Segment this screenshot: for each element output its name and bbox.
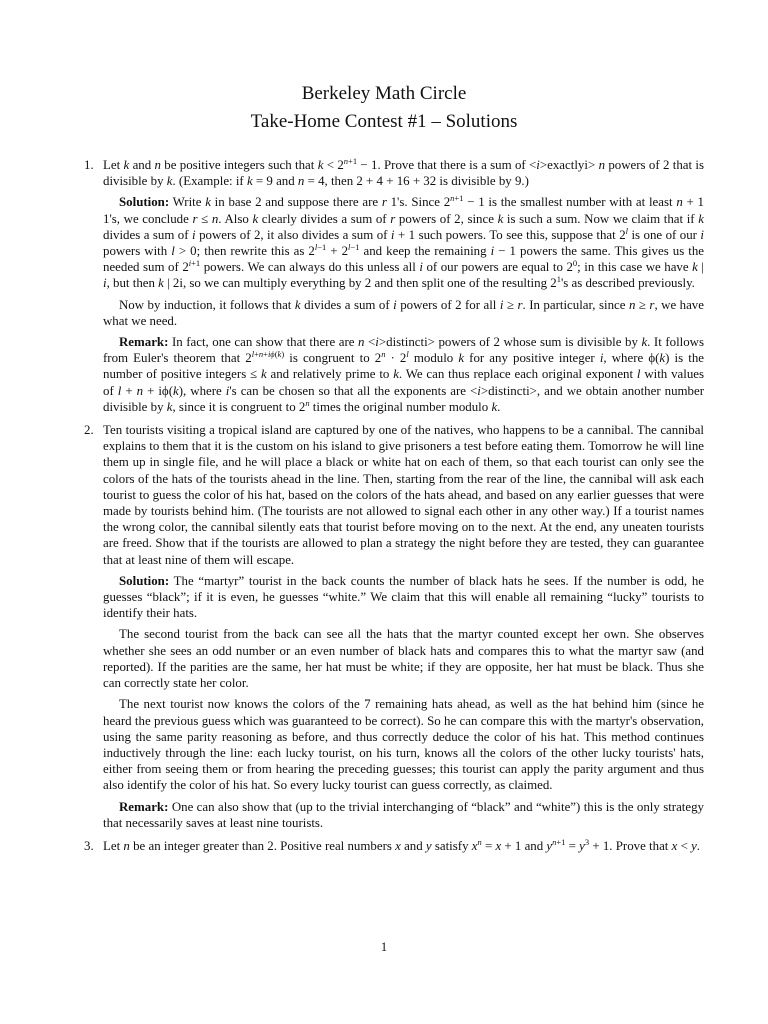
solution-paragraph: Now by induction, it follows that k divides a sum of i powers of 2 for all i ≥ r. In particular, since n ≥ r, we have what we need. [103,297,704,328]
problem-2 [84,422,704,831]
remark-label: Remark: [119,799,169,814]
problem-1 [84,157,704,415]
problem-3 [84,838,704,854]
problem-statement: Let k and n be positive integers such that $k < 2^{n+1} - 1$. Prove that there is a sum of <i>exactlyi> n powers of 2 that is divisible by k. (Example: if k = 9 and n = 4, then 2 + 4 + 16 + 32 is divisible by 9.) [103,156,704,189]
page-number: 1 [380,940,388,954]
document-subtitle: Take-Home Contest #1 – Solutions [250,111,518,132]
solution-paragraph: The next tourist now knows the colors of the 7 remaining hats ahead, as well as the hat behind him (since he heard the previous guess which was guaranteed to be correct). So he can compare this with the martyr's observation, using the same parity reasoning as before, and thus correctly deduce the color of his hat. This method continues inductively through the line: each lucky tourist, on his turn, knows all the colors of the other lucky tourists' hats, either from seeing them or from hearing the preceding guesses; this tourist can apply the parity argument and thus also identify the color of his hat. So every lucky tourist can guess correctly, as claimed. [103,697,704,793]
solution-label: Solution: [119,195,170,210]
document-body [84,157,704,861]
solution-label: Solution: [119,573,170,588]
remark-label: Remark: [119,335,169,350]
document-title: Berkeley Math Circle [301,83,467,104]
problem-number: 1. [84,158,94,172]
solution-paragraph: Solution: Write k in base 2 and suppose there are r 1's. Since $2^{n+1} - 1$ is the smallest number with at least n + 1 1's, we conclude r ≤ n. Also k clearly divides a sum of r powers of 2, since k is such a sum. Now we claim that if k divides a sum of i powers of 2, it also divides a sum of i + 1 such powers. To see this, suppose that 2$^l$ is one of our i powers with l > 0; then rewrite this as $2^{l-1} + 2^{l-1}$ and keep the remaining i − 1 powers the same. This gives us the needed sum of $2^{i+1}$ powers. We can always do this unless all i of our powers are equal to $2^0$; in this case we have k | i, but then k | 2i, so we can multiply everything by 2 and then split one of the resulting $2^1's$ as described previously. [103,193,705,291]
document-header [0,80,768,136]
problem-number: 3. [84,838,94,853]
solution-paragraph: The second tourist from the back can see all the hats that the martyr counted except her own. She observes whether she sees an odd number or an even number of black hats and compares this to what the martyr saw (and reported). If the parities are the same, her hat must be white; if they are opposite, her hat must be black. Thus she can correctly state her color. [103,627,704,691]
remark-paragraph: Remark: One can also show that (up to the trivial interchanging of “black” and “white”) this is the only strategy that necessarily saves at least nine tourists. [103,799,704,830]
problem-statement: Ten tourists visiting a tropical island are captured by one of the natives, who happens to be a cannibal. The cannibal explains to them that it is the custom on his island to give prisoners a test before eating them. Tomorrow he will line them up in single file, and he will place a black or white hat on each of them, so that each tourist can only see the colors of the hats of the tourists ahead in the line. Then, starting from the rear of the line, the cannibal will ask each tourist to guess the color of his hat, based on the colors of the hats ahead, and based on any earlier guesses that were made by tourists behind him. (The tourists are not allowed to signal each other in any other way.) If a tourist names the wrong color, the cannibal silently eats that tourist before moving on to the next. At the end, any uneaten tourists are freed. Show that if the tourists are allowed to plan a strategy the night before they are tested, they can guarantee that at least nine of them will escape. [103,423,704,567]
problem-number: 2. [84,423,94,438]
remark-paragraph: Remark: In fact, one can show that there are n <i>distincti> powers of 2 whose sum is divisible by k. It follows from Euler's theorem that $2^{l+n+i\phi(k)}$ is congruent to $2^n \cdot 2^l$ modulo k for any positive integer i, where ϕ(k) is the number of positive integers ≤ k and relatively prime to k. We can thus replace each original exponent l with values of l + n + iϕ(k), where i's can be chosen so that all the exponents are <i>distincti>, and we obtain another number divisible by k, since it is congruent to 2$^n$ times the original number modulo k. [103,335,705,414]
problem-statement: Let n be an integer greater than 2. Positive real numbers x and y satisfy $x^n = x + 1$ and $y^{n+1} = y^3 + 1$. Prove that x < y. [103,836,701,853]
solution-paragraph: Solution: The “martyr” tourist in the back counts the number of black hats he sees. If the number is odd, he guesses “black”; if it is even, he guesses “white.” We claim that this will enable all remaining “lucky” tourists to identify their hats. [103,573,704,621]
